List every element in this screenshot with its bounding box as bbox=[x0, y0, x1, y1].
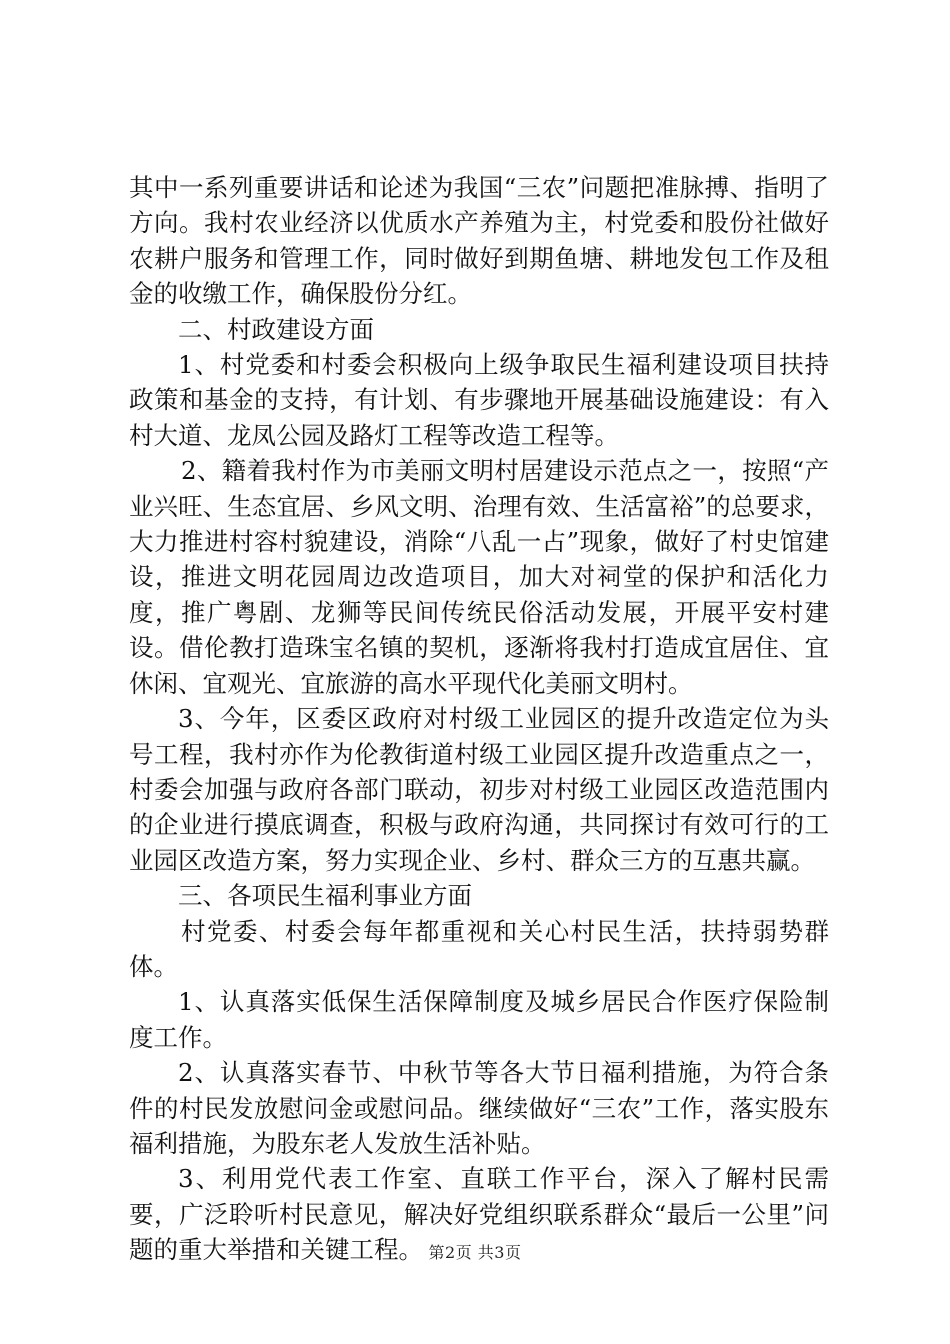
paragraph-item-2: 2、籍着我村作为市美丽文明村居建设示范点之一，按照“产业兴旺、生态宜居、乡风文明、治理有效、生活富裕”的总要求，大力推进村容村貌建设，消除“八乱一占”现象，做好了村史馆建设，推进文明花园周边改造项目，加大对祠堂的保护和活化力度，推广粤剧、龙狮等民间传统民俗活动发展，开展平安村建设。借伦教打造珠宝名镇的契机，逐渐将我村打造成宜居住、宜休闲、宜观光、宜旅游的高水平现代化美丽文明村。 bbox=[129, 456, 829, 698]
section-heading-welfare: 三、各项民生福利事业方面 bbox=[178, 881, 472, 911]
paragraph-welfare-item-3: 3、利用党代表工作室、直联工作平台，深入了解村民需要，广泛聆听村民意见，解决好党组织联系群众“最后一公里”问题的重大举措和关键工程。 bbox=[129, 1164, 829, 1265]
paragraph-welfare-item-2: 2、认真落实春节、中秋节等各大节日福利措施，为符合条件的村民发放慰问金或慰问品。继续做好“三农”工作，落实股东福利措施，为股东老人发放生活补贴。 bbox=[129, 1058, 829, 1158]
section-heading-village-construction: 二、村政建设方面 bbox=[178, 314, 374, 344]
paragraph-continuation: 其中一系列重要讲话和论述为我国“三农”问题把准脉搏、指明了方向。我村农业经济以优质水产养殖为主，村党委和股份社做好农耕户服务和管理工作，同时做好到期鱼塘、耕地发包工作及租金的收缴工作，确保股份分红。 bbox=[129, 173, 829, 309]
document-body bbox=[129, 170, 829, 1268]
paragraph-item-1: 1、村党委和村委会积极向上级争取民生福利建设项目扶持政策和基金的支持，有计划、有步骤地开展基础设施建设：有入村大道、龙凤公园及路灯工程等改造工程等。 bbox=[129, 350, 829, 450]
paragraph-item-3: 3、今年，区委区政府对村级工业园区的提升改造定位为头号工程，我村亦作为伦教街道村级工业园区提升改造重点之一，村委会加强与政府各部门联动，初步对村级工业园区改造范围内的企业进行摸底调查，积极与政府沟通，共同探讨有效可行的工业园区改造方案，努力实现企业、乡村、群众三方的互惠共赢。 bbox=[129, 704, 829, 875]
paragraph-welfare-item-1: 1、认真落实低保生活保障制度及城乡居民合作医疗保险制度工作。 bbox=[129, 987, 829, 1052]
page-number-footer: 第2页 共3页 bbox=[428, 1243, 522, 1262]
paragraph-welfare-intro: 村党委、村委会每年都重视和关心村民生活，扶持弱势群体。 bbox=[129, 916, 829, 981]
